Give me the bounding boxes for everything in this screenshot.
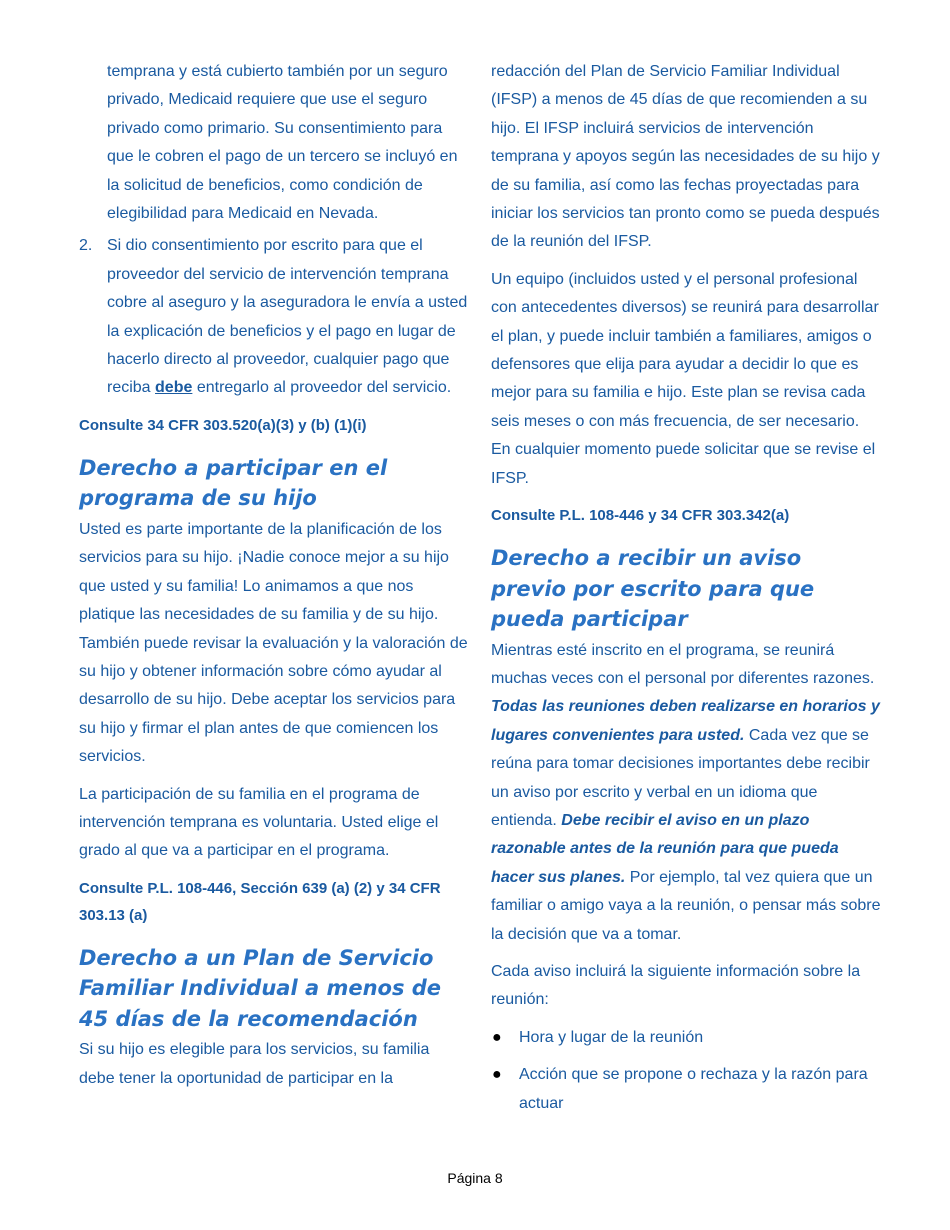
continued-paragraph: temprana y está cubierto también por un seguro privado, Medicaid requiere que use el seguro privado como primario. Su consentimiento para que le cobren el pago de un tercero se incluyó en la solicitud de beneficios, como condición de elegibilidad para Medicaid en Nevada. bbox=[107, 63, 458, 223]
paragraph-ifsp-continued: redacción del Plan de Servicio Familiar Individual (IFSP) a menos de 45 días de que recomienden a su hijo. El IFSP incluirá servicios de intervención temprana y apoyos según las necesidades de su hijo y de su familia, así como las fechas proyectadas para iniciar los servicios tan pronto como se pueda después de la reunión del IFSP. bbox=[491, 63, 880, 251]
aviso-bold-1: Todas las reuniones deben realizarse en horarios y lugares convenientes para usted. bbox=[491, 698, 880, 744]
heading-participar: Derecho a participar en el programa de su hijo bbox=[79, 455, 388, 511]
heading-aviso: Derecho a recibir un aviso previo por escrito para que pueda participar bbox=[491, 546, 815, 632]
list-item bbox=[491, 1061, 881, 1118]
right-column bbox=[491, 58, 881, 1127]
bullet-text: Acción que se propone o rechaza y la razón para actuar bbox=[519, 1066, 868, 1112]
paragraph-aviso bbox=[491, 637, 881, 949]
list-item bbox=[491, 1024, 881, 1052]
bullet-text: Hora y lugar de la reunión bbox=[519, 1028, 704, 1046]
item-number: 2. bbox=[79, 237, 93, 255]
paragraph-participar-2: La participación de su familia en el programa de intervención temprana es voluntaria. Usted elige el grado al que va a participar en el programa. bbox=[79, 785, 439, 860]
heading-ifsp: Derecho a un Plan de Servicio Familiar Individual a menos de 45 días de la recomendación bbox=[79, 945, 442, 1031]
bullet-list bbox=[491, 1024, 881, 1118]
item-text-before: Si dio consentimiento por escrito para que el proveedor del servicio de intervención temprana cobre al aseguro y la aseguradora le envía a usted la explicación de beneficios y el pago en lugar de hacerlo directo al proveedor, cualquier pago que reciba bbox=[107, 237, 468, 397]
paragraph-ifsp-start: Si su hijo es elegible para los servicios, su familia debe tener la oportunidad de participar en la bbox=[79, 1041, 430, 1087]
page-number: Página 8 bbox=[447, 1170, 503, 1186]
paragraph-equipo: Un equipo (incluidos usted y el personal profesional con antecedentes diversos) se reunirá para desarrollar el plan, y puede incluir también a familiares, amigos o defensores que elija para ayudar a decidir lo que es mejor para su familia e hijo. Este plan se revisa cada seis meses o con más frecuencia, de ser necesario. En cualquier momento puede solicitar que se revise el IFSP. bbox=[491, 270, 879, 487]
left-column bbox=[79, 58, 469, 1102]
aviso-bold-2: Debe recibir el aviso en un plazo razonable antes de la reunión para que pueda hacer sus planes. bbox=[491, 812, 839, 886]
item-text-after: entregarlo al proveedor del servicio. bbox=[196, 379, 452, 397]
emphasis-word: debe bbox=[155, 379, 193, 397]
aviso-text-2: Cada vez que se reúna para tomar decisiones importantes debe recibir un aviso por escrito y verbal en un idioma que entienda. bbox=[491, 726, 870, 830]
paragraph-cada-aviso: Cada aviso incluirá la siguiente información sobre la reunión: bbox=[491, 963, 861, 1009]
reference-3: Consulte P.L. 108-446 y 34 CFR 303.342(a) bbox=[491, 507, 790, 525]
paragraph-participar-1: Usted es parte importante de la planificación de los servicios para su hijo. ¡Nadie conoce mejor a su hijo que usted y su familia! Lo animamos a que nos platique las necesidades de su familia y de su hijo. También puede revisar la evaluación y la valoración de su hijo y obtener información sobre cómo ayudar al desarrollo de su hijo. Debe aceptar los servicios para su hijo y firmar el plan antes de que comiencen los servicios. bbox=[79, 520, 468, 766]
numbered-item-2 bbox=[79, 232, 469, 402]
aviso-text-1: Mientras esté inscrito en el programa, se reunirá muchas veces con el personal por diferentes razones. bbox=[491, 641, 875, 687]
aviso-text-3: Por ejemplo, tal vez quiera que un familiar o amigo vaya a la reunión, o pensar más sobre la decisión que va a tomar. bbox=[491, 868, 881, 943]
reference-2: Consulte P.L. 108-446, Sección 639 (a) (2) y 34 CFR 303.13 (a) bbox=[79, 879, 441, 924]
bullet-icon: ● bbox=[492, 1028, 502, 1046]
reference-1: Consulte 34 CFR 303.520(a)(3) y (b) (1)(i) bbox=[79, 416, 367, 434]
bullet-icon: ● bbox=[492, 1066, 502, 1084]
